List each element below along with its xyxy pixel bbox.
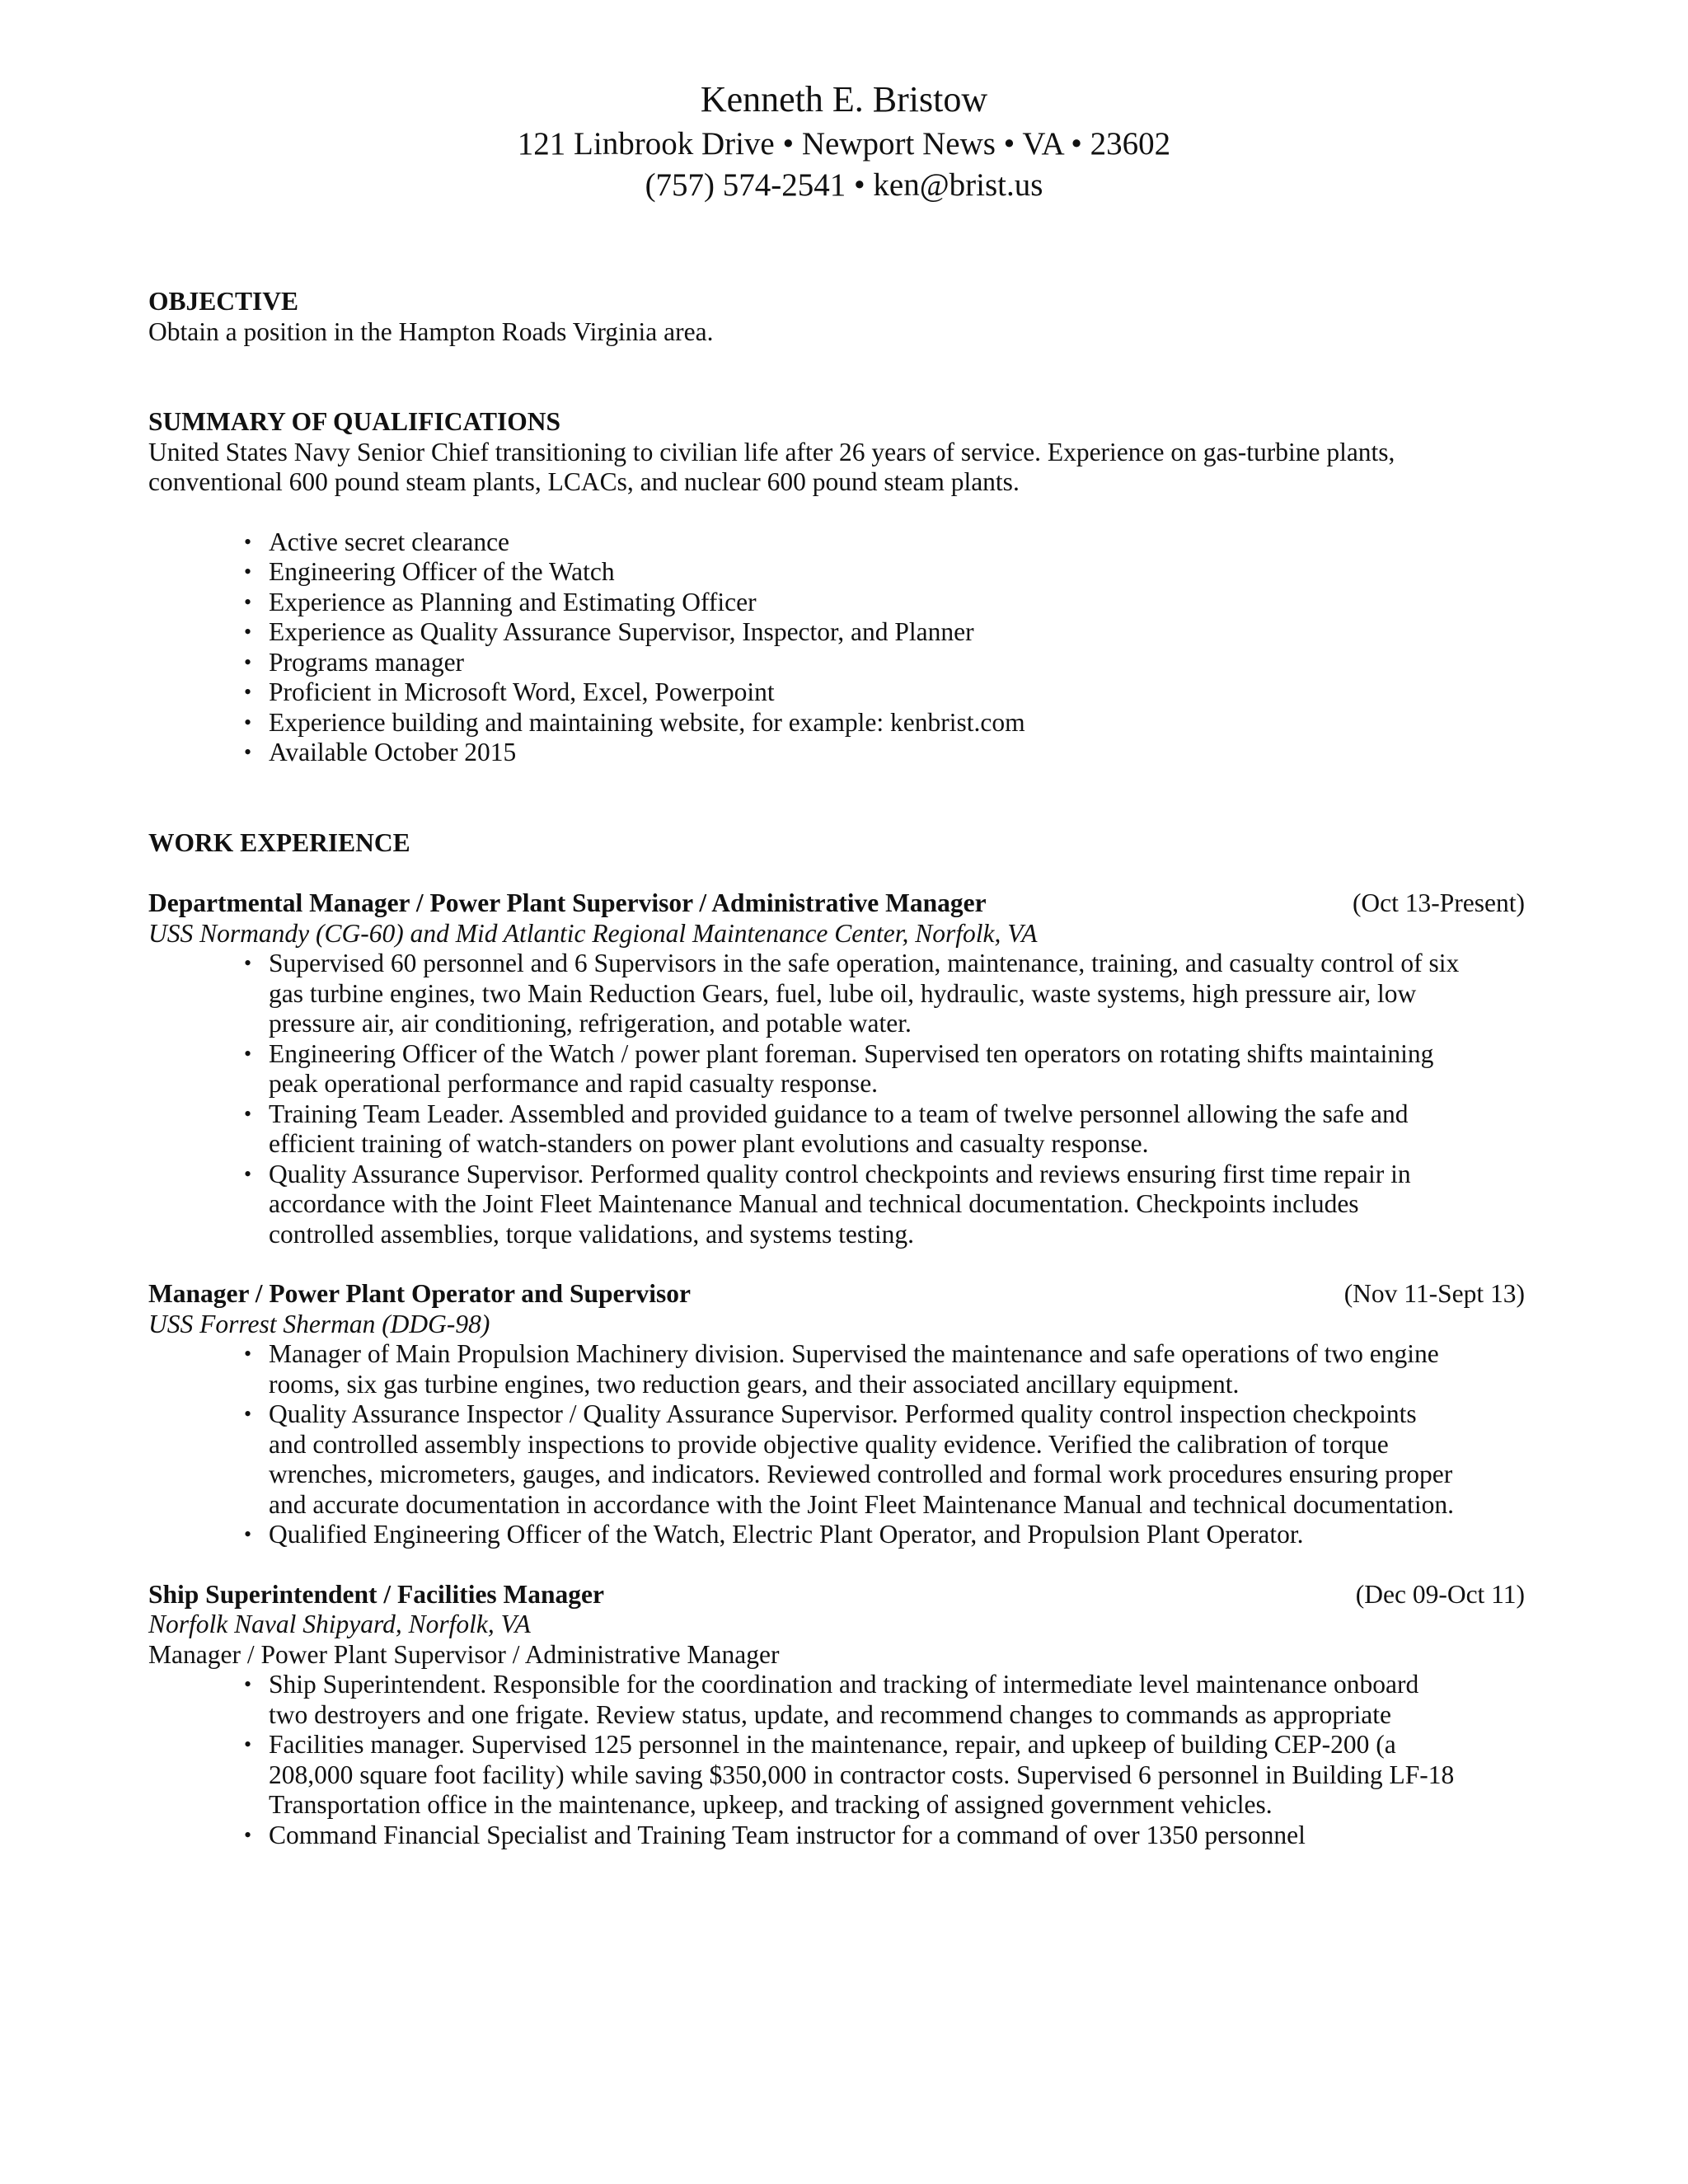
job-entry (148, 1580, 1525, 1851)
spacer (148, 347, 1525, 407)
job-duties-list (148, 949, 1525, 1249)
duty-line: • Ship Superintendent. Responsible for the coordination and tracking of intermediate level maintenance onboard (269, 1670, 1419, 1699)
qualification-item: • Programs manager (269, 648, 1525, 678)
candidate-contact: (757) 574-2541 • ken@brist.us (645, 167, 1043, 203)
spacer (148, 1550, 1525, 1580)
objective-text: Obtain a position in the Hampton Roads Virginia area. (148, 316, 714, 346)
job-header (148, 1279, 1525, 1310)
duty-line: gas turbine engines, two Main Reduction Gears, fuel, lube oil, hydraulic, waste systems, high pressure air, low (269, 978, 1417, 1008)
job-duty (269, 1339, 1525, 1399)
qualification-item: • Experience as Quality Assurance Supervisor, Inspector, and Planner (269, 617, 1525, 648)
job-entry (148, 1279, 1525, 1550)
section-title-summary: SUMMARY OF QUALIFICATIONS (148, 407, 560, 436)
candidate-address: 121 Linbrook Drive • Newport News • VA • 23602 (517, 126, 1171, 162)
qualification-item: • Available October 2015 (269, 738, 1525, 768)
qualifications-list (148, 527, 1525, 768)
job-duty (269, 1160, 1525, 1250)
job-duties-list (148, 1670, 1525, 1850)
duty-line: wrenches, micrometers, gauges, and indicators. Reviewed controlled and formal work procedures ensuring proper (269, 1460, 1453, 1488)
job-duty (269, 949, 1525, 1039)
summary-line: United States Navy Senior Chief transitioning to civilian life after 26 years of service. Experience on gas-turbine plants, (148, 437, 1395, 466)
job-dates: (Oct 13-Present) (1352, 888, 1525, 917)
spacer (148, 858, 1525, 888)
job-duty (269, 1099, 1525, 1160)
job-dates: (Dec 09-Oct 11) (1355, 1579, 1525, 1609)
job-title: Manager / Power Plant Operator and Supervisor (148, 1279, 691, 1308)
candidate-name: Kenneth E. Bristow (700, 79, 988, 120)
duty-line: accordance with the Joint Fleet Maintenance Manual and technical documentation. Checkpoints includes (269, 1189, 1359, 1218)
duty-line: • Supervised 60 personnel and 6 Supervisors in the safe operation, maintenance, training, and casualty control of six (269, 949, 1460, 977)
job-header (148, 1580, 1525, 1610)
summary-line: conventional 600 pound steam plants, LCACs, and nuclear 600 pound steam plants. (148, 467, 1020, 496)
qualification-item: • Active secret clearance (269, 527, 1525, 558)
summary-section (148, 407, 1525, 768)
duty-line: • Engineering Officer of the Watch / power plant foreman. Supervised ten operators on rotating shifts maintaining (269, 1038, 1434, 1068)
duty-line: 208,000 square foot facility) while saving $350,000 in contractor costs. Supervised 6 personnel in Building LF-18 (269, 1760, 1455, 1789)
section-title-work: WORK EXPERIENCE (148, 827, 410, 857)
spacer (148, 768, 1525, 828)
duty-line: • Quality Assurance Supervisor. Performed quality control checkpoints and reviews ensuring first time repair in (269, 1159, 1411, 1188)
qualification-item: • Proficient in Microsoft Word, Excel, Powerpoint (269, 677, 1525, 708)
duty-line: efficient training of watch-standers on power plant evolutions and casualty response. (269, 1129, 1149, 1158)
duty-line: rooms, six gas turbine engines, two reduction gears, and their associated ancillary equipment. (269, 1369, 1240, 1399)
qualification-item: • Experience building and maintaining website, for example: kenbrist.com (269, 708, 1525, 738)
job-duty (269, 1730, 1525, 1821)
duty-line: two destroyers and one frigate. Review status, update, and recommend changes to commands as appropriate (269, 1699, 1391, 1729)
duty-line: • Facilities manager. Supervised 125 personnel in the maintenance, repair, and upkeep of building CEP-200 (a (269, 1730, 1396, 1759)
duty-line: controlled assemblies, torque validations, and systems testing. (269, 1219, 914, 1249)
resume-body (148, 287, 1525, 1850)
job-duty (269, 1670, 1525, 1730)
duty-line: peak operational performance and rapid casualty response. (269, 1069, 879, 1098)
job-duties-list (148, 1339, 1525, 1550)
job-duty (269, 1520, 1525, 1550)
job-dates: (Nov 11-Sept 13) (1343, 1279, 1525, 1308)
duty-line: • Qualified Engineering Officer of the Watch, Electric Plant Operator, and Propulsion Plant Operator. (269, 1520, 1304, 1549)
work-experience-section (148, 828, 1525, 1851)
duty-line: • Manager of Main Propulsion Machinery division. Supervised the maintenance and safe operations of two engine (269, 1339, 1439, 1368)
qualification-item: • Engineering Officer of the Watch (269, 557, 1525, 588)
job-title: Departmental Manager / Power Plant Supervisor / Administrative Manager (148, 888, 987, 917)
qualification-item: • Experience as Planning and Estimating Officer (269, 588, 1525, 618)
objective-section (148, 287, 1525, 347)
duty-line: • Command Financial Specialist and Training Team instructor for a command of over 1350 personnel (269, 1820, 1306, 1849)
resume-header (0, 76, 1688, 206)
job-duty (269, 1039, 1525, 1099)
job-organization: USS Normandy (CG-60) and Mid Atlantic Regional Maintenance Center, Norfolk, VA (148, 918, 1038, 948)
job-organization: USS Forrest Sherman (DDG-98) (148, 1309, 490, 1338)
spacer (148, 1249, 1525, 1279)
duty-line: and accurate documentation in accordance with the Joint Fleet Maintenance Manual and technical documentation. (269, 1489, 1454, 1519)
job-entry (148, 888, 1525, 1249)
job-duty (269, 1399, 1525, 1520)
job-header (148, 888, 1525, 919)
duty-line: • Training Team Leader. Assembled and provided guidance to a team of twelve personnel allowing the safe and (269, 1099, 1409, 1128)
job-title: Ship Superintendent / Facilities Manager (148, 1579, 605, 1609)
job-subtitle: Manager / Power Plant Supervisor / Administrative Manager (148, 1639, 780, 1669)
duty-line: pressure air, air conditioning, refrigeration, and potable water. (269, 1009, 912, 1038)
section-title-objective: OBJECTIVE (148, 287, 299, 316)
duty-line: • Quality Assurance Inspector / Quality Assurance Supervisor. Performed quality control inspection checkpoints (269, 1399, 1417, 1428)
duty-line: Transportation office in the maintenance, upkeep, and tracking of assigned government vehicles. (269, 1790, 1273, 1819)
spacer (148, 498, 1525, 527)
job-organization: Norfolk Naval Shipyard, Norfolk, VA (148, 1610, 531, 1638)
job-duty (269, 1821, 1525, 1851)
duty-line: and controlled assembly inspections to provide objective quality evidence. Verified the calibration of torque (269, 1429, 1389, 1459)
